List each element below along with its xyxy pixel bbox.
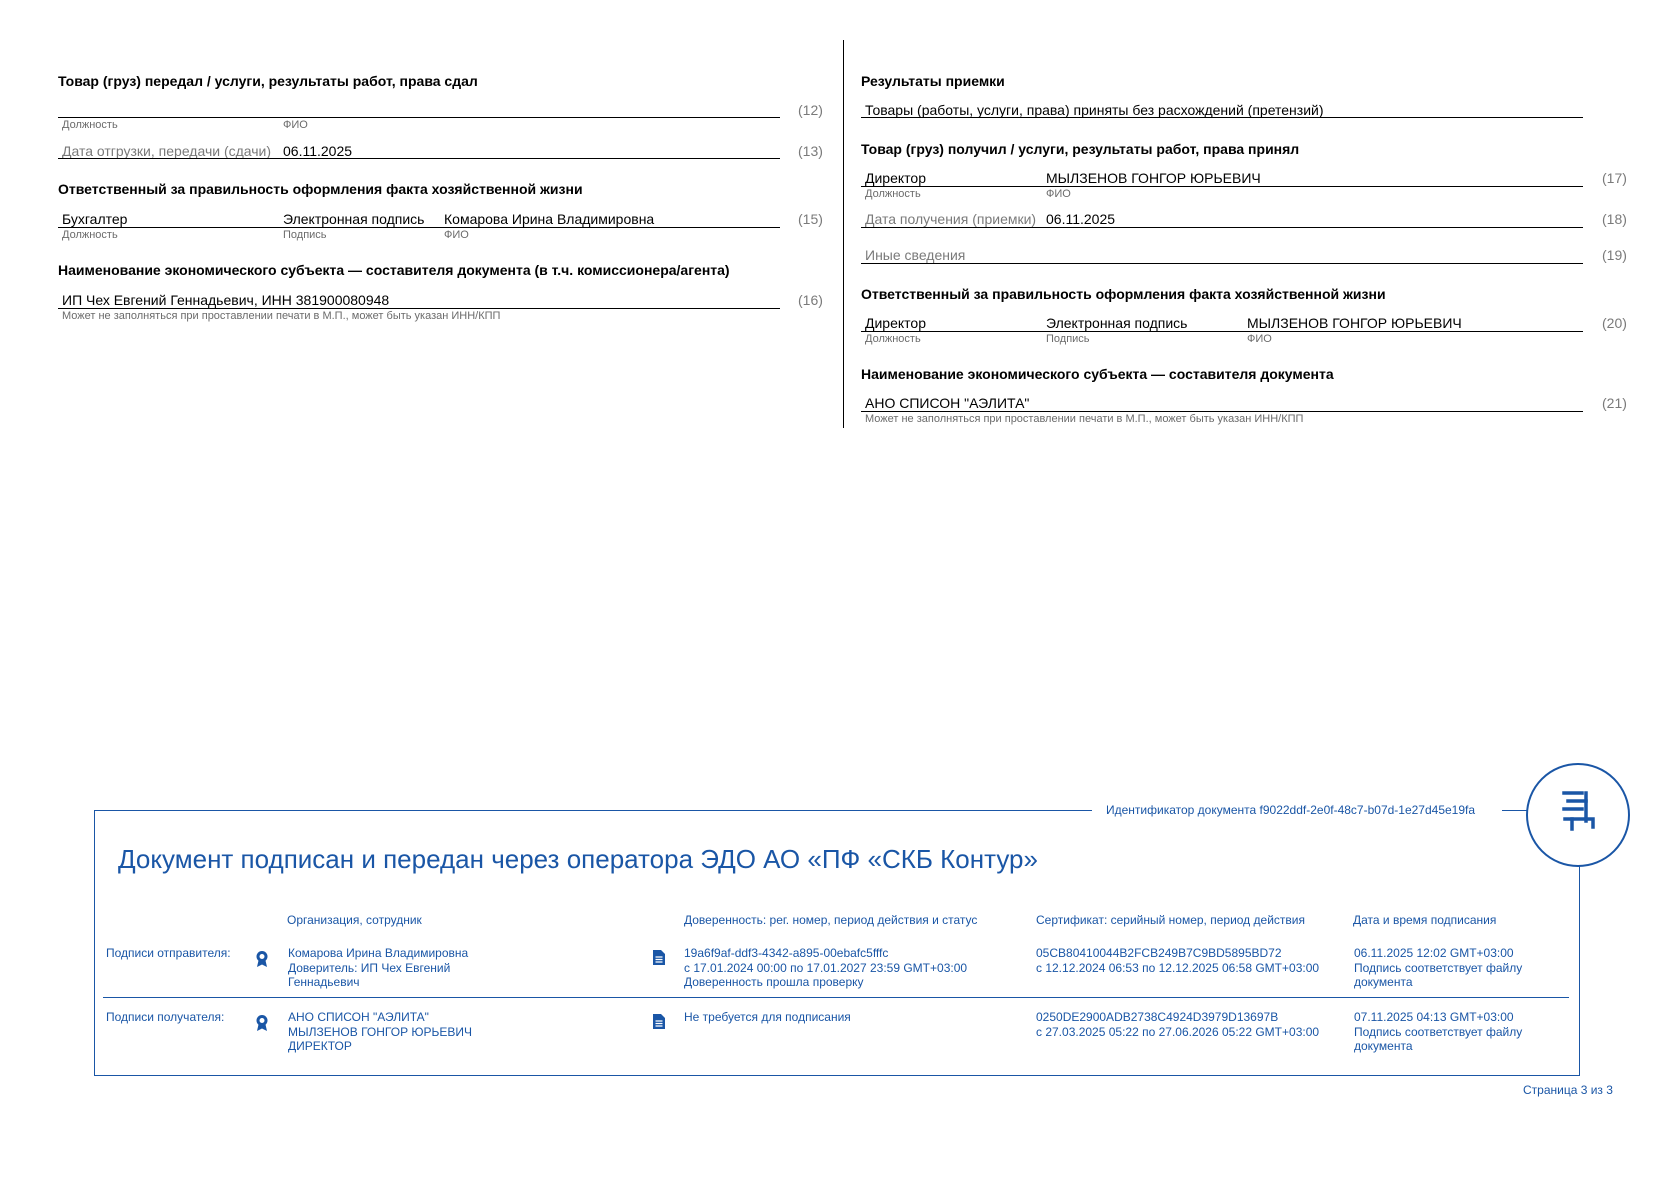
label-position: Должность — [865, 188, 921, 200]
field-number-19: (19) — [1602, 247, 1627, 263]
sender-power-of-attorney: 19a6f9af-ddf3-4342-a895-00ebafc5fffc с 17.01.2024 00:00 по 17.01.2027 23:59 GMT+03:00 Доверенность прошла проверку — [684, 946, 968, 989]
sender-certificate: 05CB80410044B2FCB249B7C9BD5895BD72 с 12.12.2024 06:53 по 12.12.2025 06:58 GMT+03:00 — [1036, 946, 1320, 975]
field-number-15: (15) — [798, 211, 823, 227]
kontur-logo — [1526, 763, 1630, 867]
sender-org: Комарова Ирина Владимировна Доверитель: ИП Чех Евгений Геннадьевич — [288, 946, 469, 989]
label-signature: Подпись — [283, 229, 327, 241]
field-line-20 — [861, 331, 1583, 332]
field-line-18 — [861, 227, 1583, 228]
label-fio: ФИО — [1046, 188, 1071, 200]
certificate-icon — [254, 1014, 270, 1037]
acceptance-section-title: Результаты приемки — [861, 73, 1005, 89]
sender-signatures-label: Подписи отправителя: — [106, 946, 231, 960]
label-position: Должность — [62, 119, 118, 131]
responsible-signature: Электронная подпись — [283, 211, 425, 227]
label-position: Должность — [865, 333, 921, 345]
field-line-12 — [58, 117, 780, 118]
document-icon — [653, 1014, 665, 1034]
receipt-date-label: Дата получения (приемки) — [865, 211, 1037, 227]
field-line-13 — [58, 158, 780, 159]
field-number-16: (16) — [798, 292, 823, 308]
label-fio: ФИО — [444, 229, 469, 241]
receiver-position: Директор — [865, 170, 926, 186]
field-line-21 — [861, 411, 1583, 412]
label-fio: ФИО — [283, 119, 308, 131]
header-power-of-attorney: Доверенность: рег. номер, период действия и статус — [684, 913, 978, 927]
receiver-responsible-position: Директор — [865, 315, 926, 331]
receiver-certificate: 0250DE2900ADB2738C4924D3979D13697B с 27.03.2025 05:22 по 27.06.2026 05:22 GMT+03:00 — [1036, 1010, 1320, 1039]
receiver-signatures-label: Подписи получателя: — [106, 1010, 225, 1024]
receipt-date-value: 06.11.2025 — [1046, 211, 1116, 227]
responsible-fio: Комарова Ирина Владимировна — [444, 211, 655, 227]
receiver-section-title: Товар (груз) получил / услуги, результаты работ, права принял — [861, 141, 1300, 157]
receiver-sign-date: 07.11.2025 04:13 GMT+03:00 Подпись соответствует файлу документа — [1354, 1010, 1523, 1053]
document-icon — [653, 950, 665, 970]
header-organization: Организация, сотрудник — [287, 913, 422, 927]
receiver-fio: МЫЛЗЕНОВ ГОНГОР ЮРЬЕВИЧ — [1046, 170, 1261, 186]
stamp-row-divider — [103, 997, 1569, 998]
field-line-15 — [58, 227, 780, 228]
sender-section-title: Товар (груз) передал / услуги, результаты работ, права сдал — [58, 73, 478, 89]
receiver-responsible-title: Ответственный за правильность оформления факта хозяйственной жизни — [861, 286, 1386, 302]
page-footer: Страница 3 из 3 — [1523, 1083, 1613, 1097]
field-line-16 — [58, 308, 780, 309]
document-id: Идентификатор документа f9022ddf-2e0f-48c7-b07d-1e27d45e19fa — [1106, 803, 1476, 817]
responsible-section-title: Ответственный за правильность оформления факта хозяйственной жизни — [58, 181, 583, 197]
compiler-name: ИП Чех Евгений Геннадьевич, ИНН 381900080948 — [62, 292, 390, 308]
shipment-date-label: Дата отгрузки, передачи (сдачи) — [62, 143, 272, 159]
compiler-note: Может не заполняться при проставлении печати в М.П., может быть указан ИНН/КПП — [62, 310, 501, 322]
receiver-compiler-name: АНО СПИСОН "АЭЛИТА" — [865, 395, 1030, 411]
receiver-org: АНО СПИСОН "АЭЛИТА" МЫЛЗЕНОВ ГОНГОР ЮРЬЕВИЧ ДИРЕКТОР — [288, 1010, 473, 1053]
field-line-17 — [861, 186, 1583, 187]
label-signature: Подпись — [1046, 333, 1090, 345]
field-number-21: (21) — [1602, 395, 1627, 411]
certificate-icon — [254, 950, 270, 973]
receiver-responsible-fio: МЫЛЗЕНОВ ГОНГОР ЮРЬЕВИЧ — [1247, 315, 1462, 331]
kontur-logo-icon — [1528, 765, 1628, 865]
responsible-position: Бухгалтер — [62, 211, 128, 227]
compiler-section-title: Наименование экономического субъекта — составителя документа (в т.ч. комиссионера/агента) — [58, 262, 730, 278]
header-certificate: Сертификат: серийный номер, период действия — [1036, 913, 1305, 927]
sender-sign-date: 06.11.2025 12:02 GMT+03:00 Подпись соответствует файлу документа — [1354, 946, 1523, 989]
receiver-responsible-signature: Электронная подпись — [1046, 315, 1188, 331]
field-number-20: (20) — [1602, 315, 1627, 331]
field-number-17: (17) — [1602, 170, 1627, 186]
field-line-result — [861, 117, 1583, 118]
field-line-19 — [861, 263, 1583, 264]
acceptance-result: Товары (работы, услуги, права) приняты без расхождений (претензий) — [865, 102, 1324, 118]
receiver-compiler-title: Наименование экономического субъекта — составителя документа — [861, 366, 1334, 382]
label-fio: ФИО — [1247, 333, 1272, 345]
receiver-compiler-note: Может не заполняться при проставлении печати в М.П., может быть указан ИНН/КПП — [865, 413, 1304, 425]
field-number-12: (12) — [798, 102, 823, 118]
field-number-13: (13) — [798, 143, 823, 159]
field-number-18: (18) — [1602, 211, 1627, 227]
header-sign-date: Дата и время подписания — [1353, 913, 1497, 927]
label-position: Должность — [62, 229, 118, 241]
column-divider — [843, 40, 844, 428]
other-info-label: Иные сведения — [865, 247, 966, 263]
receiver-power-of-attorney: Не требуется для подписания — [684, 1010, 851, 1024]
stamp-title: Документ подписан и передан через оператора ЭДО АО «ПФ «СКБ Контур» — [118, 844, 1038, 874]
shipment-date-value: 06.11.2025 — [283, 143, 353, 159]
